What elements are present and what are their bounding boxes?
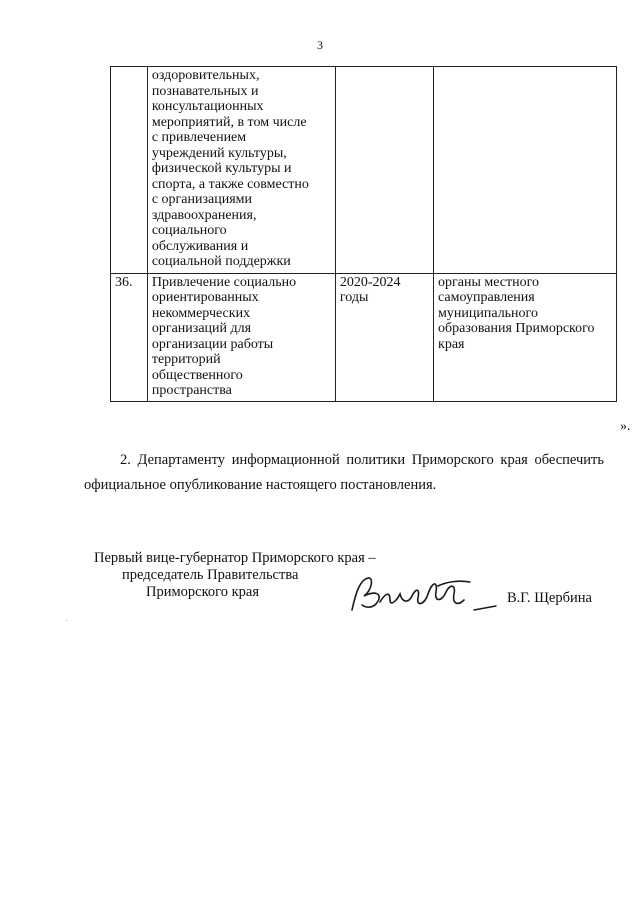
table-row-36: [111, 273, 617, 401]
row-number-cell: 36.: [111, 273, 148, 401]
measure-line: познавательных и: [151, 83, 259, 99]
measure-line: социального: [151, 223, 227, 238]
period-cell: [335, 67, 433, 274]
scan-artifact: [66, 620, 67, 621]
period-cell: [335, 273, 433, 401]
responsible-cell: [434, 273, 617, 401]
measure-line: спорта, а также совместно: [151, 176, 309, 192]
measure-text-cell: [147, 273, 335, 401]
responsible-line: муниципального: [438, 305, 538, 321]
measure-line: Привлечение социально: [151, 274, 297, 290]
period-line: 2020-2024: [339, 274, 401, 290]
handwritten-signature: [346, 572, 506, 620]
measure-line: организации работы: [151, 336, 274, 352]
measure-line: социальной поддержки: [151, 254, 291, 269]
responsible-line: самоуправления: [438, 290, 535, 305]
measure-line: территорий: [151, 352, 221, 367]
measure-line: пространства: [151, 383, 232, 398]
measure-line: консультационных: [151, 99, 264, 114]
measure-line: обслуживания и: [151, 238, 249, 254]
measure-text-cell: [147, 67, 335, 274]
responsible-line: образования Приморского: [438, 321, 595, 336]
measure-line: общественного: [151, 367, 243, 383]
signer-title-line: Первый вице-губернатор Приморского края –: [94, 550, 376, 566]
table-row-continued: [111, 67, 617, 274]
signer-title-line: председатель Правительства: [122, 567, 299, 583]
measure-line: учреждений культуры,: [151, 145, 287, 161]
schedule-table: [110, 66, 617, 402]
measure-line: мероприятий, в том числе: [151, 114, 307, 130]
measure-line: ориентированных: [151, 290, 259, 305]
measure-line: здравоохранения,: [151, 207, 257, 223]
row-number-cell: [111, 67, 148, 274]
measure-line: некоммерческих: [151, 305, 251, 321]
responsible-line: органы местного: [438, 274, 540, 290]
measure-line: организаций для: [151, 321, 252, 336]
measure-line: оздоровительных,: [151, 68, 260, 83]
period-line: годы: [339, 290, 369, 305]
closing-quote-mark: ».: [620, 419, 631, 434]
measure-line: с привлечением: [151, 130, 247, 145]
paragraph-2: 2. Департаменту информационной политики Приморского края обеспечить официальное опубликование настоящего постановления.: [84, 452, 604, 493]
signer-title-line: Приморского края: [146, 584, 260, 600]
page-number: 3: [317, 38, 323, 52]
signer-title-block: [94, 550, 376, 601]
signer-name: В.Г. Щербина: [507, 590, 592, 606]
measure-line: с организациями: [151, 192, 253, 207]
responsible-line: края: [438, 336, 465, 352]
responsible-cell: [434, 67, 617, 274]
measure-line: физической культуры и: [151, 161, 292, 176]
